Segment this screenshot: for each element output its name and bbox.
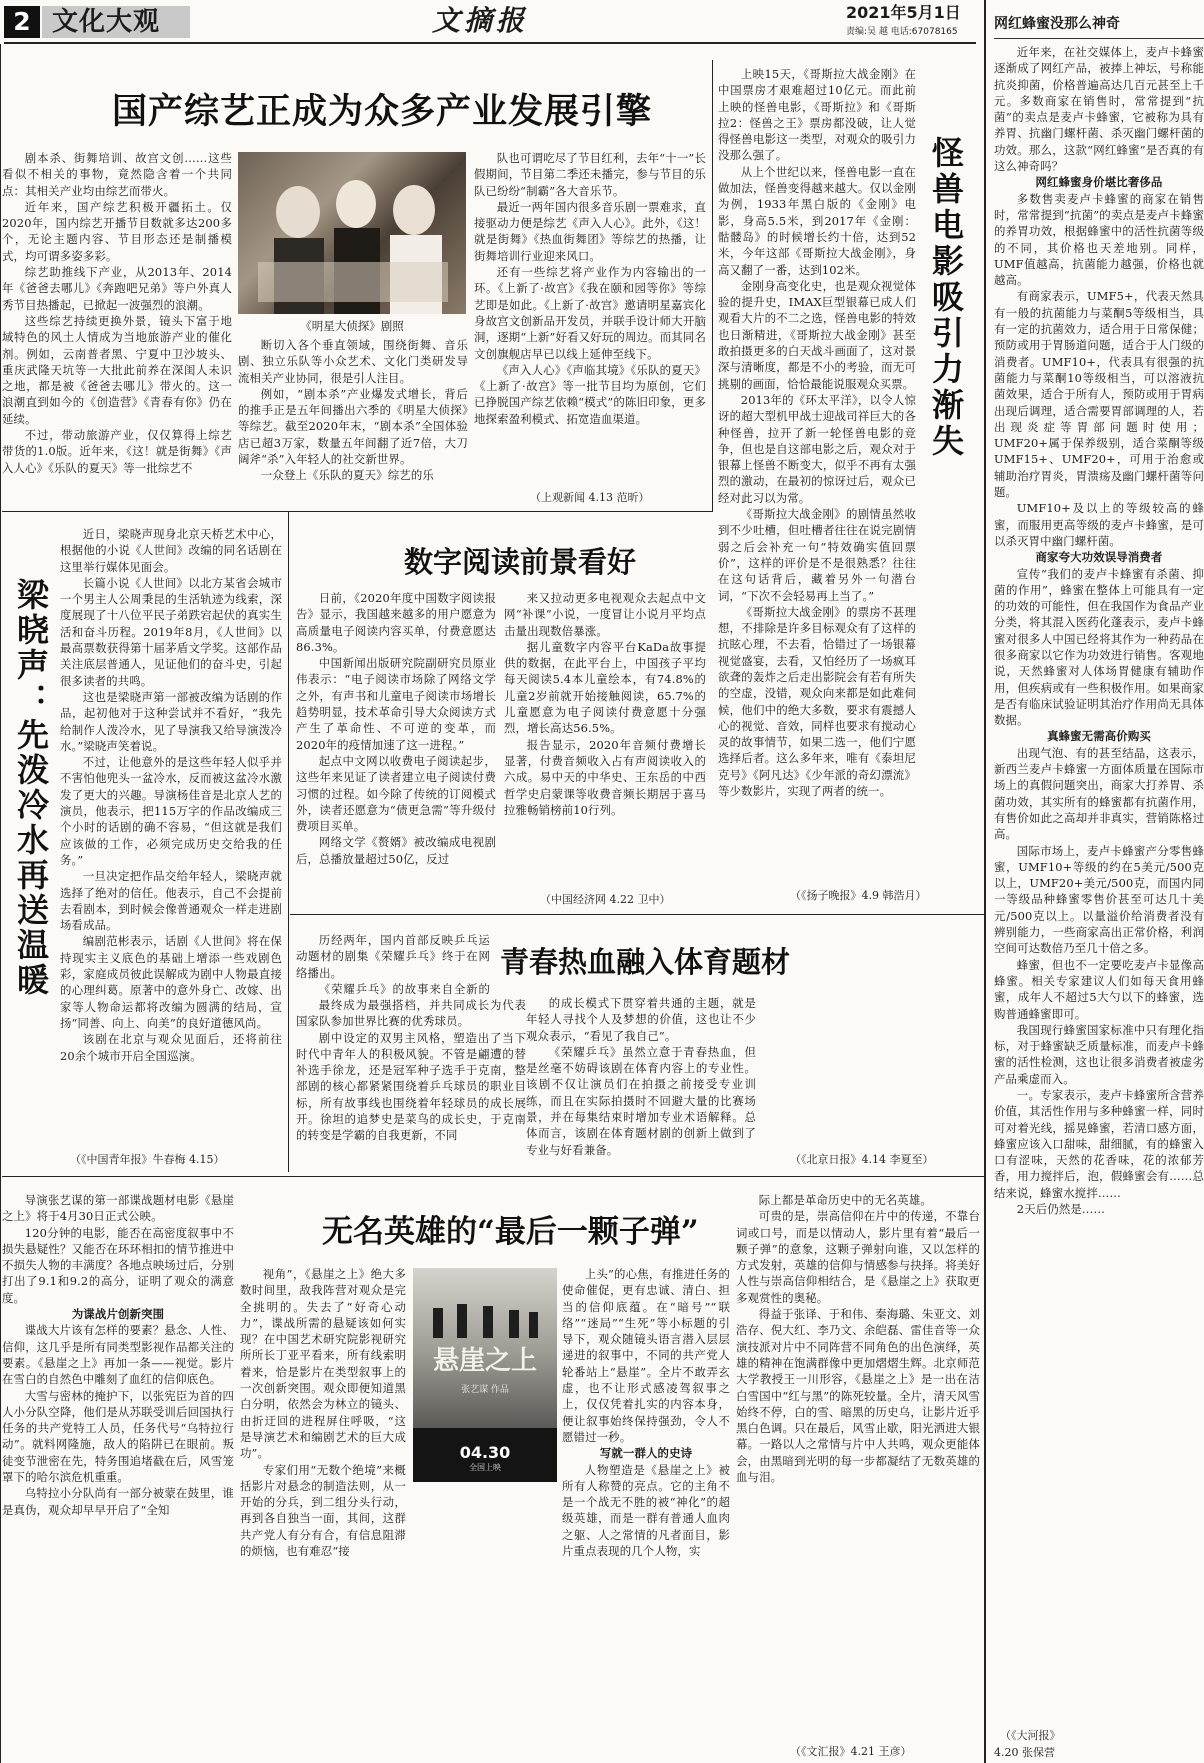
article-source: （上观新闻 4.13 范昕） <box>530 491 650 504</box>
article-body-left: 日前，《2020年度中国数字阅读报告》显示，我国越来越多的用户愿意为高质量电子阅读内容买单，付费意愿达86.3%。 中国新闻出版研究院副研究员原业伟表示：“电子阅读市场除了网络文学之外，有声书和儿童电子阅读市场增长趋势明显，技术革命引导大众阅读方式产生了革命性、不可逆的变革，而2020年的疫情加速了这一进程。” 起点中文网以收费电子阅读起步，这些年来见证了读者建立电子阅读付费习惯的过程。如今除了传统的订阅模式外，读者还愿意为“债更急需”等升级付费项目买单。 网络文学《赘婿》被改编成电视剧后，总播放量超过50亿，反过 <box>296 591 496 866</box>
article-headline: 梁晓声：先泼冷水再送温暖 <box>12 578 50 998</box>
article-body: 上映15天，《哥斯拉大战金刚》在中国票房才艰难超过10亿元。而此前上映的怪兽电影，《哥斯拉》和《哥斯拉2：怪兽之王》票房都没破，让人觉得怪兽电影这一类型，对观众的吸引力没那么强了。 从上个世纪以来，怪兽电影一直在做加法，怪兽变得越来越大。仅以金刚为例，1933年黑白版的《金刚》电影，身高5.5米，到2017年《金刚：骷髅岛》的时候增长约十倍，达到52米，今年这部《哥斯拉大战金刚》，身高又翻了一番，达到102米。 金刚身高变化史，也是观众视觉体验的提升史，IMAX巨型银幕已成人们观看大片的不二之选，怪兽电影的特效也日渐精进，《哥斯拉大战金刚》甚至敢拍摄更多的白天战斗画面了，这对景深与清晰度，都是不小的考验，而无可挑剔的画面，恰恰最能说服观众买票。 2013年的《环太平洋》，以令人惊讶的超大型机甲战士迎战司祥巨大的各种怪兽，拉开了新一轮怪兽电影的竞争，但也是自这部电影之后，观众对于银幕上怪兽不断变大，似乎不再有太强烈的激动，在最初的惊讶过后，观众已经对此习以为常。 《哥斯拉大战金刚》的剧情虽然收到不少吐槽，但吐槽者往往在说完剧情弱之后会补充一句“特效确实值回票价”，这样的评价是不是很熟悉？往往在这句话背后，藏着另外一句潜台词，“下次不会轻易再上当了。” 《哥斯拉大战金刚》的票房不甚理想，不排除是许多目标观众有了这样的抗眩心理，不去看，恰错过了一场银幕视觉盛宴，去看，又怕经历了一场疯耳欲聋的轰炸之后走出影院会有若有所失的空虚，没错，观众向来都是如此难伺候，他们中的绝大多数，要求有震撼人心的视觉、音效，同样也要求有搅动心灵的故事情节，如果二选一，他们宁愿选择后者。这么多年来，唯有《泰坦尼克号》《阿凡达》《少年派的奇幻漂流》等少数影片，实现了两者的统一。 <box>718 67 916 799</box>
article-body-col2: 视角”，《悬崖之上》绝大多数时间里，敌我阵营对观众是完全挑明的。失去了“好奇心动力”，谍战所需的悬疑该如何实现？在中国艺术研究院影视研究所所长丁亚平看来，所有线索明着来，恰是影片在类型叙事上的一次创新突围。观众即便知道黑白分明，依然会为林立的镜头、由折迂回的进程屏住呼吸，“这是导演艺术和编剧艺术的巨大成功”。 专家们用“无数个绝境”来概括影片对悬念的制造法则，从一开始的分兵，到二组分头行动，再到各自独当一面，其间，这群共产党人有分有合，有信息阻滞的烦恼，也有难忍“接 <box>240 1267 406 1559</box>
article-body-col1: 导演张艺谋的第一部谍战题材电影《悬崖之上》将于4月30日正式公映。 120分钟的电影，能否在高密度叙事中不损失悬疑性？又能否在环环相扣的情节推进中不损失人物的丰满度？各地点映场过后，分别打出了9.1和9.2的高分，证明了观众的满意度。 为谍战片创新突围 谍战大片该有怎样的要素？悬念、人性、信仰，这几乎是所有同类型影视作品都关注的要素。《悬崖之上》再加一条——视觉。影片在雪白的自然色中雕刻了血红的信仰底色。 大雪与密林的掩护下，以张宪臣为首的四人小分队空降，他们是从苏联受训后回国执行任务的共产党特工人员，任务代号“乌特拉行动”。就料网隆施，敌人的陷阱已在眼前。叛徒变节泄密在先，特务围追堵截在后，风雪笼罩下的哈尔滨危机重重。 乌特拉小分队尚有一部分被蒙在鼓里，谁是真伪，观众却早早开启了“全知 <box>2 1193 234 1517</box>
movie-poster <box>413 1268 557 1482</box>
article-headline: 数字阅读前景看好 <box>404 545 637 579</box>
issue-date: 2021年5月1日 <box>846 3 961 22</box>
article-body: 近年来，在社交媒体上，麦卢卡蜂蜜逐渐成了网红产品，被捧上神坛，号称能抗炎抑菌，价格普遍高达几百元甚至上千元。多数商家在销售时，常常提到“抗菌”的卖点是麦卢卡蜂蜜，它被称为具有养胃、抗幽门螺杆菌、杀灭幽门螺杆菌的功效。那么，这款“网红蜂蜜”是否真的有这么神奇吗？ 网红蜂蜜身价堪比奢侈品 多数售卖麦卢卡蜂蜜的商家在销售时，常常提到“抗菌”的卖点是麦卢卡蜂蜜的养胃功效，根据蜂蜜中的活性抗菌等级的不同，其价格也天差地别。同样，UMF值越高，抗菌能力越强，价格也就越高。 有商家表示，UMF5+，代表天然具有一般的抗菌能力与菜酮5等级相当，具有一定的抗菌效力，适合用于日常保健；预防或用于胃肠道问题，适合于人门级的消费者。UMF10+，代表具有很强的抗菌能力与菜酮10等级相当，可以溶液抗菌效果，适合于所有人，预防或用于胃病出现后调理，适合需要胃部调理的人，若出现炎症等胃部问题时使用；UMF20+属于保养级别，适合菜酮等级UMF15+、UMF20+，可用于治愈或辅助治疗胃炎，胃溃疡及幽门螺杆菌等问题。 UMF10+及以上的等级较高的蜂蜜，而服用更高等级的麦卢卡蜂蜜，是可以杀灭胃中幽门螺杆菌。 商家夸大功效误导消费者 宣传“我们的麦卢卡蜂蜜有杀菌、抑菌的作用”，蜂蜜在整体上可能具有一定的功效的可能性，但在我国作为食品产业分类，将其混入医药化蓬表示，麦卢卡蜂蜜对很多人中国已经将其作为一种药品在很多商家以它作为功效进行销售。客观地说，天然蜂蜜对人体场胃健康有辅助作用，但疾病或有一些积极作用。如果商家是否有临床试验证明其治疗作用尚无具体数据。 真蜂蜜无需高价购买 出现气泡、有的甚至结晶，这表示，新西兰麦卢卡蜂蜜一方面体质量在国际市场上的真假问题突出，商家大打养胃、杀菌功效，其实所有的蜂蜜都有抗菌作用，有售价如此之高却并非真实，营销陈格过高。 国际市场上，麦卢卡蜂蜜产分零售蜂蜜，UMF10+等级的约在5美元/500克以上，UMF20+美元/500克，而国内同一等级品种蜂蜜零售价甚至可达几十美元/500克以上。以量溢价给消费者没有辨别能力，一些商家高出正常价格，利润空间可达数倍乃至几十倍之多。 蜂蜜，但也不一定要吃麦卢卡显像高蜂蜜。相关专家建议人们如每天食用蜂蜜，成年人不超过5大勺以下的蜂蜜，选购普通蜂蜜即可。 我国现行蜂蜜国家标准中只有理化指标，对于蜂蜜缺乏质量标准，而麦卢卡蜂蜜的活性检测，这也让很多消费者被虚劣产品乘虚而入。 一。专家表示，麦卢卡蜂蜜所含营养价值，其活性作用与多种蜂蜜一样，同时可对着光线，摇晃蜂蜜，若清口感方面，蜂蜜应该入口甜味，甜细腻，有的蜂蜜入口有涩味，天然的花香味，花的浓郁芳香，用力搅拌后，泡，假蜂蜜会有……总结来说，蜂蜜水搅拌…… 2天后仍然是…… <box>994 45 1204 1217</box>
masthead-rule <box>4 42 976 44</box>
divider-a4 <box>290 914 984 915</box>
photo-caption: 《明星大侦探》剧照 <box>300 319 404 333</box>
section-title: 文化大观 <box>42 6 190 38</box>
page-number-box: 2 <box>4 6 40 38</box>
divider-a1 <box>2 511 712 512</box>
divider-a3 <box>288 512 289 1172</box>
poster-date: 04.30 <box>459 1443 511 1462</box>
column-divider <box>984 0 986 1763</box>
article-body-middle: 断切入各个垂直领域，围绕街舞、音乐剧、独立乐队等小众艺术、文化门类研发导流相关产业协同，很是引人注目。 例如，“剧本杀”产业爆发式增长，背后的推手正是五年间播出六季的《明星大侦探》等综艺。截至2020年末，“剧本杀”全国体验店已超3万家，数量五年间翻了近7倍，大刀阔斧“杀”入年轻人的社交新世界。 一众登上《乐队的夏天》综艺的乐 <box>238 338 468 483</box>
article-body-col3: 上头”的心焦，有推进任务的使命催促，更有忠诚、清白、担当的信仰底蕴。在“暗号”“联络”“迷局”“生死”等小标题的引导下，观众随镜头语言潜入层层递进的叙事中，不同的共产党人轮番站上“悬崖”。全片不敢弄玄虚，也不让形式感凌驾叙事之上，仅仅凭着扎实的内容本身，便让叙事始终保持强劲，令人不愿错过一秒。 写就一群人的史诗 人物塑造是《悬崖之上》被所有人称赞的亮点。它的主角不是一个战无不胜的被“神化”的超级英雄，而是一群有普通人血肉之躯、人之常情的凡者面目，影片重点表现的几个人物，实 <box>562 1267 730 1559</box>
divider-a1-a2 <box>712 60 713 512</box>
article-body-left: 剧本杀、街舞培训、故宫文创……这些看似不相关的事物，竟然隐含着一个共同点：其相关产业均由综艺而带火。 近年来，国产综艺积极开疆拓土。仅2020年，国内综艺开播节目数就多达200多个，无论主题内容、节目形态还是制播模式，均可谓多姿多彩。 综艺助推线下产业，从2013年、2014年《爸爸去哪儿》《奔跑吧兄弟》等户外真人秀节目热播起，已掀起一波强烈的浪潮。 这些综艺持续更换外景，镜头下富于地域特色的风土人情成为当地旅游产业的催化剂。例如，云南普者黑、宁夏中卫沙坡头、重庆武隆天坑等一大批此前养在深闺人未识之地，都是被《爸爸去哪儿》带火的。这一浪潮直到如今的《创造营》《青春有你》仍在延续。 不过，带动旅游产业，仅仅算得上综艺带货的1.0版。近年来，《这！就是街舞》《声入人心》《乐队的夏天》等一批综艺不 <box>2 151 232 475</box>
article-date: 4.20 张保营 <box>994 1746 1055 1759</box>
article-body-right: 的成长模式下贯穿着共通的主题，就是年轻人寻找个人及梦想的价值，这也让不少观众表示，“看见了我自己”。 《荣耀乒乓》虽然立意于青春热血，但是丝毫不妨碍该剧在体育内容上的专业性。该剧不仅让演员们在拍摄之前接受专业训练，而且在实际拍摄时不回避大量的比赛场景，并在每集结束时增加专业术语解释。总体而言，该剧在体育题材剧的创新上做到了专业与好看兼备。 <box>526 996 756 1157</box>
editor-line: 责编:吴 越 电话:67078165 <box>846 27 958 37</box>
article-headline: 怪兽电影吸引力渐失 <box>927 136 965 460</box>
article-body-right: 队也可谓吃尽了节目红利，去年“十一”长假期间，节目第二季还未播完，参与节目的乐队已纷纷“制霸”各大音乐节。 最近一两年国内很多音乐剧一票难求，直接驱动力便是综艺《声入人心》。此外，《这！就是街舞》《热血街舞团》等综艺的热播，让街舞培训行业迎来风口。 还有一些综艺将产业作为内容输出的一环。《上新了·故宫》《我在颐和园等你》等综艺即是如此。《上新了·故宫》邀请明星嘉宾化身故宫文创新品开发员，并联手设计师大开脑洞，逐期“上新”好看又好玩的周边。而其同名文创旗舰店早已以线上延伸至线下。 《声入人心》《声临其境》《乐队的夏天》《上新了·故宫》等一批节目均为原创，它们已挣脱国产综艺依赖“模式”的陈旧印象，更多地探索盈利模式、拓宽造血渠道。 <box>474 151 706 426</box>
article-body-left: 最终成为最强搭档，并共同成长为代表国家队参加世界比赛的优秀球员。 剧中设定的双男主风格，塑造出了当下时代中青年人的积极风貌。不管是翩遭的替补选手徐龙，还是冠军种子选手于克南，整部剧的核心都紧紧围绕着乒乓球员的职业目标，所有故事线也围绕着年轻球员的成长展开。徐坦的追梦史是菜鸟的成长史，于克南的转变是学霸的自我更新，不同 <box>296 998 526 1143</box>
article-headline: 青春热血融入体育题材 <box>500 945 791 979</box>
poster-release: 全国上映 <box>469 1463 501 1472</box>
paper-logo: 文摘报 <box>432 4 529 37</box>
article-source: （《扬子晚报》4.9 韩浩月） <box>790 889 927 902</box>
article-body-intro: 历经两年，国内首部反映乒乓运动题材的剧集《荣耀乒乓》终于在网络播出。 《荣耀乒乓》的故事来自全新的 <box>296 933 490 996</box>
article-headline: 国产综艺正成为众多产业发展引擎 <box>112 91 653 132</box>
poster-director: 张艺谋 作品 <box>461 1385 509 1395</box>
article-body-col4: 际上都是革命历史中的无名英雄。 可贵的是，崇高信仰在片中的传递，不靠台词或口号，而是以情动人，影片里有着“最后一颗子弹”的意象，这颗子弹射向谁，又以怎样的方式发射，英雄的信仰与情感参与抉择。将美好人性与崇高信仰相结合，是《悬崖之上》获取更多观赏性的奥秘。 得益于张译、于和伟、秦海璐、朱亚文、刘浩存、倪大红、李乃文、余皑磊、雷佳音等一众演技派对片中不同阵营不同角色的出色演绎，英雄的精神在饱满群像中更加熠熠生辉。北京师范大学教授王一川形容，《悬崖之上》是一出在洁白雪国中“红与黑”的陈死较量。全片，清天风雪始终不停，白的雪、暗黑的历史乌，让影片近乎黑白色调。只在最后，风雪止歇，阳光洒进大银幕。一路以人之常情与片中人共鸣，观众更能体会，由黑暗到光明的每一步都凝结了无数英雄的血与泪。 <box>736 1193 980 1485</box>
article-source: （中国经济网 4.22 卫中） <box>540 893 671 906</box>
article-source: （《中国青年报》牛春梅 4.15） <box>70 1153 225 1166</box>
poster-title: 悬崖之上 <box>432 1346 537 1376</box>
article-source: （《北京日报》4.14 李夏至） <box>790 1153 934 1166</box>
still-photo <box>238 152 466 314</box>
article-headline: 无名英雄的“最后一颗子弹” <box>322 1214 699 1250</box>
article-body-right: 来又拉动更多电视观众去起点中文网“补课”小说，一度冒让小说月平均点击量出现数倍暴涨。 据儿童数字内容平台KaDa故事提供的数据，在此平台上，中国孩子平均每天阅读5.4本儿童绘本，有74.8%的儿童2岁前就开始接触阅读，65.7%的儿童愿意为电子阅读付费意愿十分强烈，增长高达56.5%。 报告显示，2020年音频付费增长显著，付费音频收入占有声阅读收入的六成。易中天的中华史、王东岳的中西哲学史启蒙课等收费音频长期居于喜马拉雅畅销榜前10行列。 <box>504 591 706 817</box>
article-headline: 网红蜂蜜没那么神奇 <box>994 14 1204 39</box>
article-source: （《大河报》 <box>1000 1729 1061 1742</box>
photo-figures <box>238 152 466 314</box>
article-source: （《文汇报》4.21 王彦） <box>790 1745 912 1758</box>
page-left-border <box>0 44 1 1763</box>
article-body: 近日，梁晓声现身北京天桥艺术中心，根据他的小说《人世间》改编的同名话剧在这里举行媒体见面会。 长篇小说《人世间》以北方某省会城市一个男主人公周秉昆的生活轨迹为线索，深度展现了十八位平民子弟跌宕起伏的真实生活和奋斗历程。2019年8月，《人世间》以最高票数获得第十届茅盾文学奖。这部作品关注底层普通人，见证他们的奋斗史，引起很多读者的共鸣。 这也是梁晓声第一部被改编为话剧的作品，起初他对于这种尝试并不看好，“我先给制作人泼冷水，见了导演我又给导演泼冷水。”梁晓声笑着说。 不过，让他意外的是这些年轻人似乎并不害怕他兜头一盆冷水，反而被这盆冷水激发了更大的兴趣。导演杨佳音是北京人艺的演员，他表示，把115万字的作品改编成三个小时的话剧的确不容易，“但这就是我们应该做的工作，必须完成历史交给我的任务。” 一旦决定把作品交给年轻人，梁晓声就选择了绝对的信任。他表示，自己不会提前去看剧本，到时候会像普通观众一样走进剧场看成品。 编剧范彬表示，话剧《人世间》将在保持现实主义底色的基础上增添一些戏剧色彩，家庭成员彼此误解成为剧中人物最直接的心理纠葛。原著中的意外身亡、改嫁、出家等人物命运都将改编为圆满的结局，宣扬“同善、向上、向美”的良好道德风尚。 该剧在北京与观众见面后，还将前往20余个城市开启全国巡演。 <box>60 527 282 1063</box>
divider-a5 <box>2 1176 984 1177</box>
